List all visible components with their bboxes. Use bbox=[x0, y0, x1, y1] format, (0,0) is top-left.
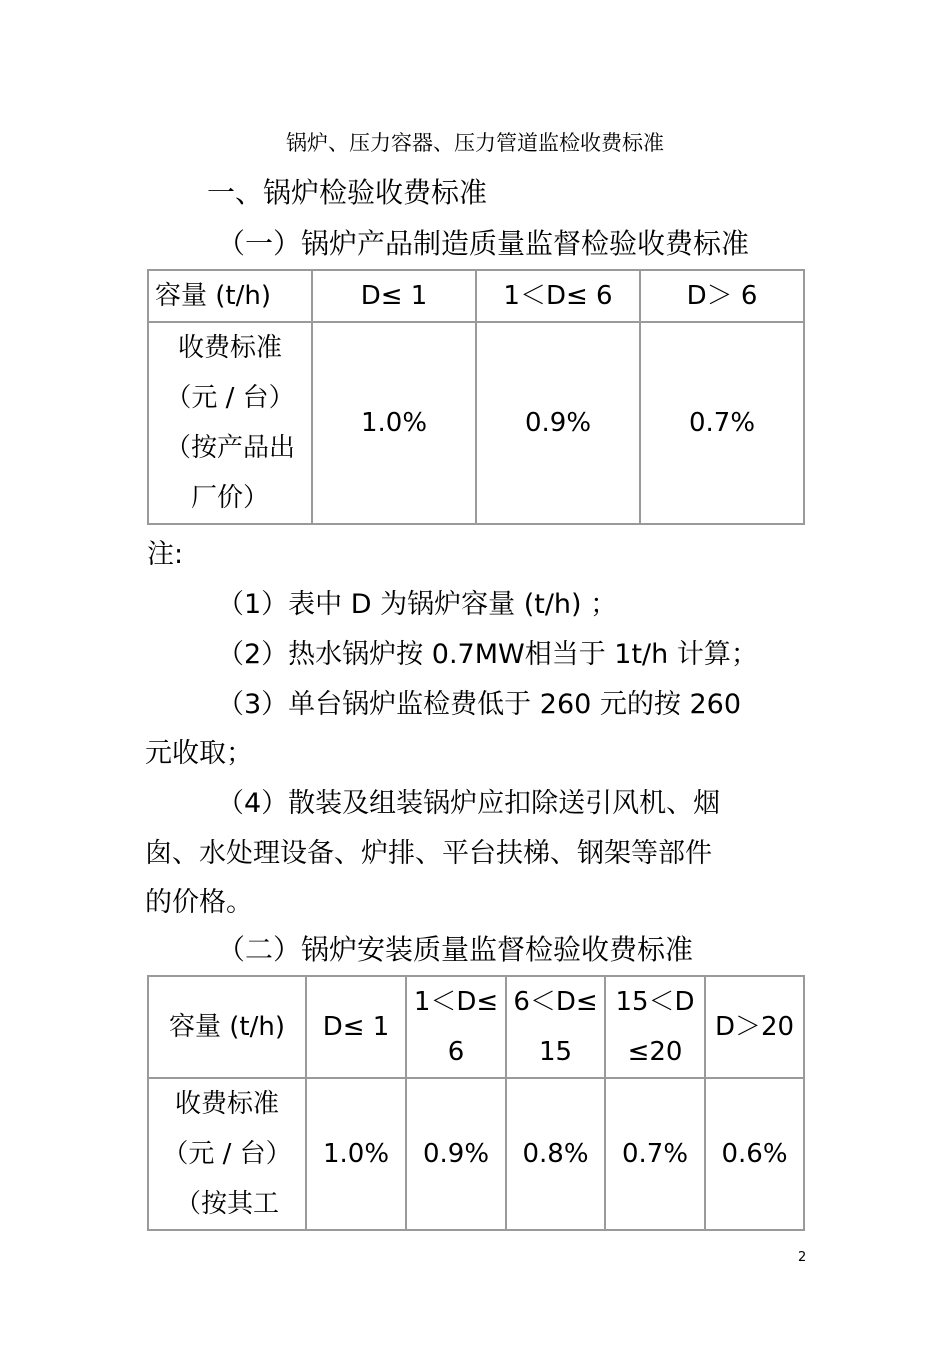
row-label-cell bbox=[148, 322, 312, 524]
header-line: D＞20 bbox=[714, 1012, 795, 1042]
header-line: D≤ 1 bbox=[322, 1012, 390, 1042]
subsection-heading-manufacturing: （一）锅炉产品制造质量监督检验收费标准 bbox=[217, 227, 750, 260]
table-header-cell: D≤ 1 bbox=[312, 270, 476, 322]
row-label-line: （按产品出 bbox=[164, 433, 295, 463]
row-label-line: 厂价） bbox=[190, 483, 269, 513]
header-line: 6 bbox=[447, 1037, 465, 1067]
row-label-line: （元 / 台） bbox=[162, 1139, 292, 1169]
table-header-cell bbox=[306, 976, 406, 1078]
table-header-row bbox=[148, 270, 804, 322]
table-header-row bbox=[148, 976, 804, 1078]
page-number: 2 bbox=[798, 1250, 807, 1265]
fee-value-cell: 0.9% bbox=[476, 322, 640, 524]
row-label-line: 收费标准 bbox=[177, 333, 282, 363]
note-3-line-1: （3）单台锅炉监检费低于 260 元的按 260 bbox=[217, 689, 741, 720]
notes-label: 注: bbox=[147, 539, 184, 570]
fee-value-cell: 1.0% bbox=[312, 322, 476, 524]
header-line: 6＜D≤ bbox=[513, 987, 598, 1017]
note-3-line-2: 元收取； bbox=[145, 738, 253, 769]
header-line: 15 bbox=[538, 1037, 573, 1067]
table-row bbox=[148, 322, 804, 524]
manufacturing-fee-table bbox=[147, 269, 805, 525]
table-header-cell bbox=[705, 976, 804, 1078]
section-heading-boiler: 一、锅炉检验收费标准 bbox=[207, 176, 488, 209]
table-header-cell bbox=[406, 976, 506, 1078]
subsection-heading-installation: （二）锅炉安装质量监督检验收费标准 bbox=[217, 933, 694, 966]
document-title: 锅炉、压力容器、压力管道监检收费标准 bbox=[286, 131, 664, 155]
header-line: 1＜D≤ bbox=[413, 987, 499, 1017]
table-header-cell: D＞ 6 bbox=[640, 270, 804, 322]
fee-value-cell: 0.8% bbox=[506, 1078, 605, 1230]
row-label-line: 收费标准 bbox=[174, 1089, 279, 1119]
note-2: （2）热水锅炉按 0.7MW相当于 1t/h 计算； bbox=[217, 639, 758, 670]
table-header-cell: 容量 (t/h) bbox=[148, 270, 312, 322]
fee-value-cell: 0.9% bbox=[406, 1078, 506, 1230]
table-header-cell bbox=[605, 976, 705, 1078]
note-4-line-3: 的价格。 bbox=[145, 887, 253, 918]
row-label-line: （元 / 台） bbox=[165, 383, 295, 413]
note-4-line-2: 囱、水处理设备、炉排、平台扶梯、钢架等部件 bbox=[145, 838, 712, 869]
note-1: （1）表中 D 为锅炉容量 (t/h) ； bbox=[217, 589, 618, 620]
fee-value-cell: 0.7% bbox=[640, 322, 804, 524]
fee-value-cell: 1.0% bbox=[306, 1078, 406, 1230]
fee-value-cell: 0.7% bbox=[605, 1078, 705, 1230]
table-row bbox=[148, 1078, 804, 1230]
table-header-cell bbox=[506, 976, 605, 1078]
row-label-line: （按其工 bbox=[174, 1189, 279, 1219]
header-line: ≤20 bbox=[627, 1037, 683, 1067]
header-line: 15＜D bbox=[615, 987, 695, 1017]
fee-value-cell: 0.6% bbox=[705, 1078, 804, 1230]
note-4-line-1: （4）散装及组装锅炉应扣除送引风机、烟 bbox=[217, 788, 721, 819]
row-label-cell bbox=[148, 1078, 306, 1230]
installation-fee-table bbox=[147, 975, 805, 1231]
table-header-cell: 1＜D≤ 6 bbox=[476, 270, 640, 322]
table-header-cell: 容量 (t/h) bbox=[148, 976, 306, 1078]
